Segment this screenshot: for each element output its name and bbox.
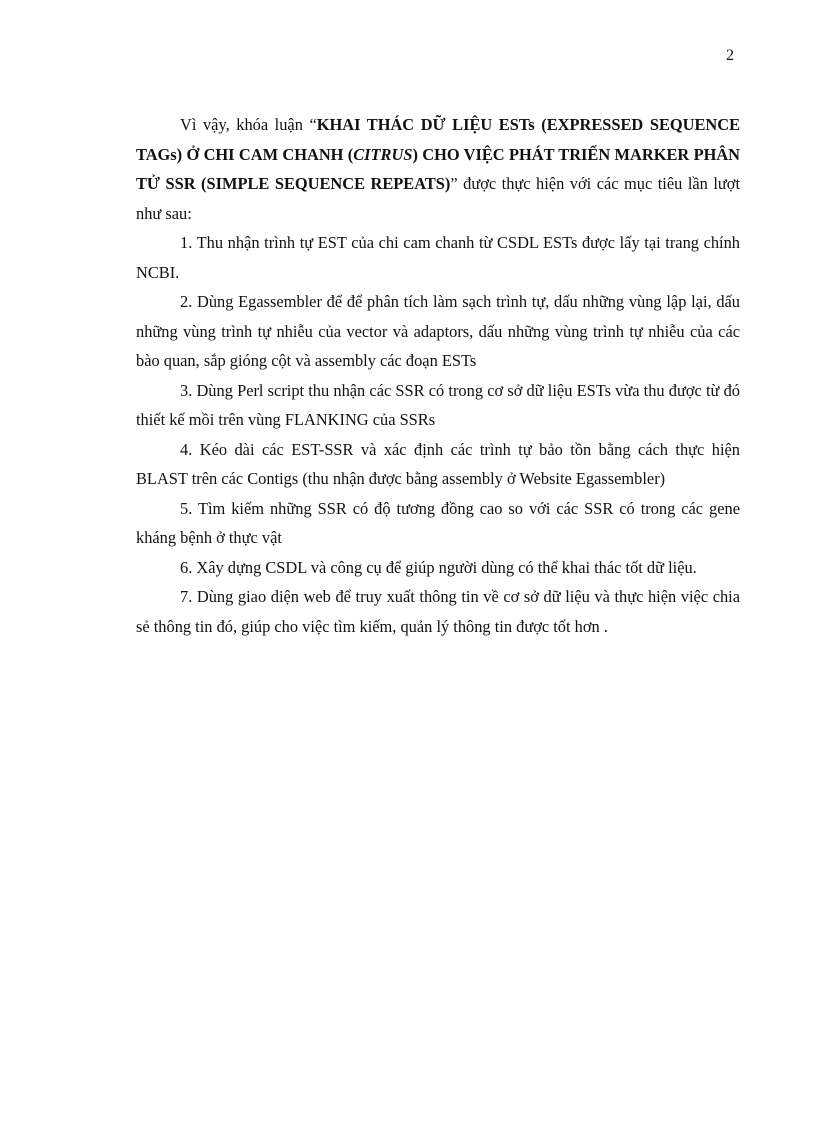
objective-item: 4. Kéo dài các EST-SSR và xác định các trình tự bảo tồn bằng cách thực hiện BLAST trên các Contigs (thu nhận được bằng assembly ở Website Egassembler)	[136, 439, 740, 488]
objective-item: 6. Xây dựng CSDL và công cụ để giúp người dùng có thể khai thác tốt dữ liệu.	[180, 557, 697, 577]
thesis-title-part2: ) CHO VIỆC PHÁT TRIỂN MARKER PHÂN TỬ SSR (SIMPLE SEQUENCE REPEATS)	[136, 144, 740, 193]
intro-paragraph	[136, 110, 740, 228]
thesis-title-italic: CITRUS	[353, 144, 413, 164]
objective-item: 2. Dùng Egassembler để để phân tích làm sạch trình tự, dấu những vùng lập lại, dấu những vùng trình tự nhiễu của vector và adaptors, dấu những vùng trình tự nhiễu của các bào quan, sắp gióng cột và assembly các đoạn ESTs	[136, 292, 740, 370]
intro-lead: Vì vậy, khóa luận “	[180, 115, 317, 134]
objective-item: 5. Tìm kiếm những SSR có độ tương đồng cao so với các SSR có trong các gene kháng bệnh ở thực vật	[136, 498, 740, 547]
intro-tail: ” được thực hiện với các mục tiêu lần lượt như sau:	[136, 174, 740, 223]
objective-item: 1. Thu nhận trình tự EST của chi cam chanh từ CSDL ESTs được lấy tại trang chính NCBI.	[136, 233, 740, 282]
objective-item: 7. Dùng giao diện web để truy xuất thông tin về cơ sở dữ liệu và thực hiện việc chia sẻ thông tin đó, giúp cho việc tìm kiếm, quản lý thông tin được tốt hơn .	[136, 587, 740, 636]
document-body	[136, 110, 740, 641]
thesis-title-part1: KHAI THÁC DỮ LIỆU ESTs (EXPRESSED SEQUENCE TAGs) Ở CHI CAM CHANH (	[136, 115, 740, 164]
objective-item: 3. Dùng Perl script thu nhận các SSR có trong cơ sở dữ liệu ESTs vừa thu được từ đó thiết kế mồi trên vùng FLANKING của SSRs	[136, 380, 740, 429]
page-number: 2	[726, 47, 734, 64]
